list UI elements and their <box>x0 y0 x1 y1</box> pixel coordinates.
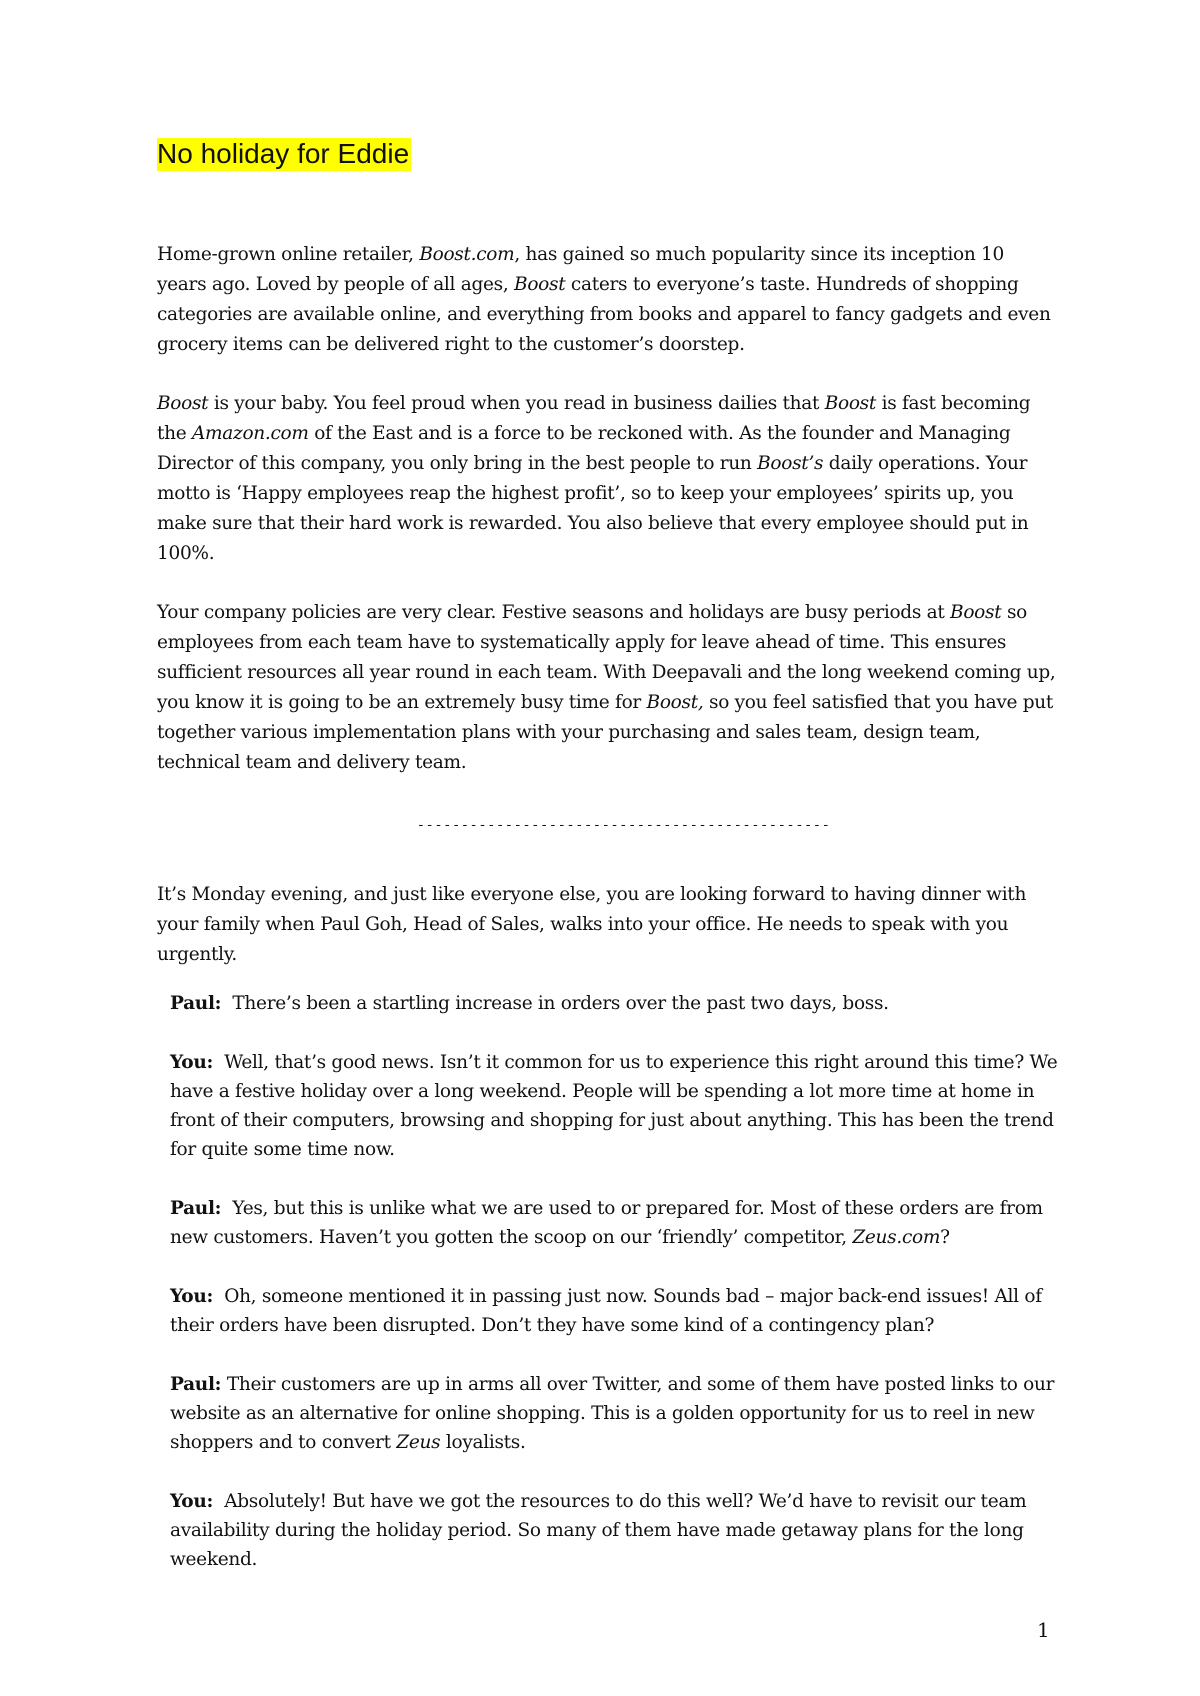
text-run: loyalists. <box>440 1432 526 1453</box>
italic-run: Boost, <box>646 692 704 713</box>
text-run: is fast becoming the <box>157 393 1031 444</box>
dialogue-text: Absolutely! But have we got the resources to do this well? We’d have to revisit our team availability during the holiday period. So many of them have made getaway plans for the long weekend. <box>170 1491 1027 1570</box>
text-run: of the East and is a force to be reckoned with. As the founder and Managing Director of this company, you only bring in the best people to run <box>157 423 1011 474</box>
dialogue-text: There’s been a startling increase in orders over the past two days, boss. <box>232 993 889 1014</box>
italic-run: Boost’s <box>757 453 824 474</box>
speaker-label: You: <box>170 1052 214 1073</box>
text-run: daily operations. Your motto is ‘Happy employees reap the highest profit’, so to keep your employees’ spirits up, you make sure that their hard work is rewarded. You also believe that every employee should put in 100%. <box>157 453 1029 564</box>
text-run: caters to everyone’s taste. Hundreds of shopping categories are available online, and everything from books and apparel to fancy gadgets and even grocery items can be delivered right to the customer’s doorstep. <box>157 274 1051 355</box>
dialogue-line <box>170 1194 1060 1252</box>
speaker-label: Paul: <box>170 993 222 1014</box>
dialogue-line <box>170 989 1060 1018</box>
page-number: 1 <box>1037 1618 1050 1642</box>
speaker-label: You: <box>170 1286 214 1307</box>
intro-paragraph <box>157 240 1057 360</box>
speaker-label: You: <box>170 1491 214 1512</box>
dialogue-line <box>170 1048 1060 1164</box>
text-run: ? <box>940 1227 950 1248</box>
speaker-label: Paul: <box>170 1198 222 1219</box>
italic-run: Boost <box>824 393 877 414</box>
dialogue-line <box>170 1487 1060 1574</box>
italic-run: Boost.com <box>419 244 515 265</box>
speaker-label: Paul: <box>170 1374 222 1395</box>
dialogue-line <box>170 1370 1060 1457</box>
dialogue-text: Their customers are up in arms all over Twitter, and some of them have posted links to our website as an alternative for online shopping. This is a golden opportunity for us to reel in new shoppers and to convert <box>170 1374 1055 1453</box>
dialogue-text: Yes, but this is unlike what we are used to or prepared for. Most of these orders are from new customers. Haven’t you gotten the scoop on our ‘friendly’ competitor, <box>170 1198 1043 1248</box>
dialogue-line <box>170 1282 1060 1340</box>
text-run: Your company policies are very clear. Festive seasons and holidays are busy periods at <box>157 602 951 623</box>
text-run: , has gained so much popularity since its inception 10 years ago. Loved by people of all ages, <box>157 244 1004 295</box>
italic-run: Zeus <box>396 1432 441 1453</box>
italic-run: Boost <box>157 393 209 414</box>
text-run: Home-grown online retailer, <box>157 244 420 265</box>
text-run: so you feel satisfied that you have put together various implementation plans with your purchasing and sales team, design team, technical team and delivery team. <box>157 692 1054 773</box>
italic-run: Amazon.com <box>191 423 309 444</box>
scene-paragraph: It’s Monday evening, and just like everyone else, you are looking forward to having dinner with your family when Paul Goh, Head of Sales, walks into your office. He needs to speak with you urgently. <box>157 884 1027 965</box>
highlighted-title: No holiday for Eddie <box>157 138 410 169</box>
dialogue-text: Oh, someone mentioned it in passing just now. Sounds bad – major back-end issues! All of their orders have been disrupted. Don’t they have some kind of a contingency plan? <box>170 1286 1042 1336</box>
italic-run: Boost <box>950 602 1002 623</box>
italic-run: Zeus.com <box>852 1227 941 1248</box>
text-run: so employees from each team have to systematically apply for leave ahead of time. This ensures sufficient resources all year round in each team. With Deepavali and the long weekend coming up, you know it is going to be an extremely busy time for <box>157 602 1056 713</box>
dialogue-text: Well, that’s good news. Isn’t it common for us to experience this right around this time? We have a festive holiday over a long weekend. People will be spending a lot more time at home in front of their computers, browsing and shopping for just about anything. This has been the trend for quite some time now. <box>170 1052 1058 1160</box>
italic-run: Boost <box>514 274 566 295</box>
motto-paragraph <box>157 389 1057 569</box>
section-divider: ----------------------------------------------- <box>417 818 831 833</box>
page-title <box>157 134 411 174</box>
policy-paragraph <box>157 598 1057 778</box>
text-run: is your baby. You feel proud when you read in business dailies that <box>208 393 825 414</box>
